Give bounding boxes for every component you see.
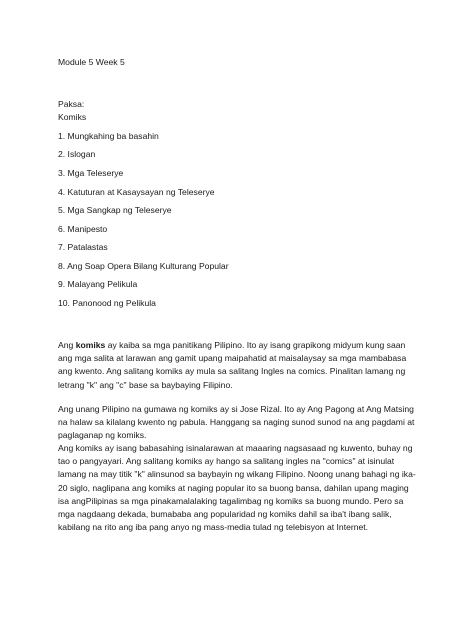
topic-item-4: 4. Katuturan at Kasaysayan ng Teleserye [58, 187, 215, 197]
topic-item-8: 8. Ang Soap Opera Bilang Kulturang Popular [58, 261, 229, 271]
topic-item-6: 6. Manipesto [58, 224, 108, 234]
topic-item-2: 2. Islogan [58, 149, 96, 159]
paragraph-1-lead: Ang [58, 340, 76, 350]
komiks-label: Komiks [58, 112, 87, 122]
topic-item-1: 1. Mungkahing ba basahin [58, 131, 159, 141]
paragraph-1-text: ay kaiba sa mga panitikang Pilipino. Ito ay isang grapikong midyum kung saan ang mga salita at larawan ang gamit upang maipahatid at maisalaysay sa mga mambabasa ang kwento. Ang salitang komiks ay mula sa salitang Ingles na comics. Pinalitan lamang ng letrang "k" ang "c" base sa baybaying Filipino. [58, 340, 407, 390]
paragraph-3 [58, 442, 420, 534]
paksa-label: Paksa: [58, 99, 85, 109]
topic-item-7: 7. Patalastas [58, 242, 108, 252]
topic-item-10: 10. Panonood ng Pelikula [58, 298, 156, 308]
paragraph-1-bold-term: komiks [75, 340, 106, 350]
topic-item-9: 9. Malayang Pelikula [58, 279, 138, 289]
paragraph-3-text: Ang komiks ay isang babasahing isinalarawan at maaaring nagsasaad ng kuwento, buhay ng tao o pangyayari. Ang salitang komiks ay hango sa salitang ingles na "comics" at isinulat lamang na may titik "k" alinsunod sa baybayin ng wikang Filipino. Noong unang bahagi ng ika-20 siglo, naglipana ang komiks at naging popular ito sa buong bansa, dahilan upang maging isa angPilipinas sa mga pinakamalalaking tagalimbag ng komiks sa buong mundo. Pero sa mga nagdaang dekada, bumababa ang popularidad ng komiks dahil sa iba't ibang salik, kabilang na rito ang iba pang anyo ng mass-media tulad ng telebisyon at Internet. [58, 443, 416, 533]
topic-item-5: 5. Mga Sangkap ng Teleserye [58, 205, 172, 215]
paragraph-2-text: Ang unang Pilipino na gumawa ng komiks ay si Jose Rizal. Ito ay Ang Pagong at Ang Matsing na halaw sa kilalang kwento ng pabula. Hanggang sa naging sunod sunod na ang pagdami at paglaganap ng komiks. [58, 404, 415, 441]
module-title: Module 5 Week 5 [58, 57, 125, 67]
topic-item-3: 3. Mga Teleserye [58, 168, 124, 178]
paragraph-1 [58, 339, 420, 392]
paragraph-2 [58, 403, 420, 443]
